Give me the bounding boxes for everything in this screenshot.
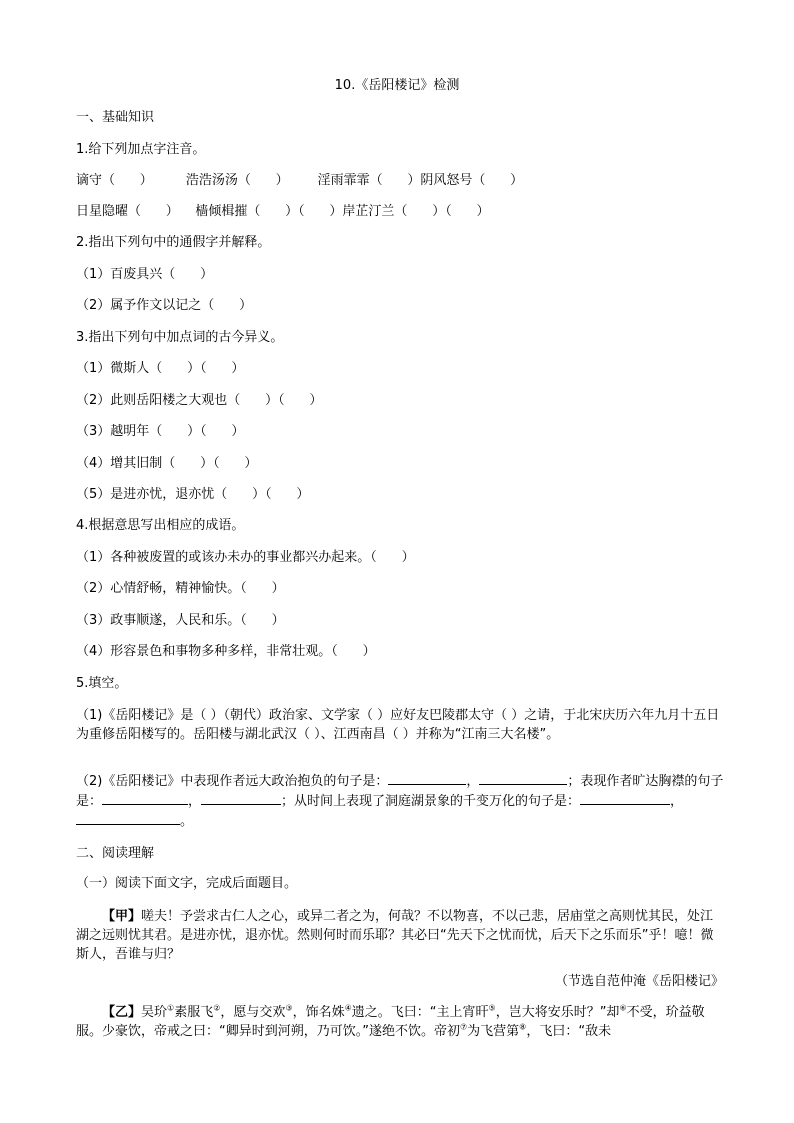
q5-part-2-text-f: ， xyxy=(670,794,684,809)
page-title: 10.《岳阳楼记》检测 xyxy=(334,78,460,93)
q1-row-1: 谪守（ ） 浩浩汤汤（ ） 淫雨霏霏（ ）阴风怒号（ ） xyxy=(76,173,524,188)
passage-source: （节选自范仲淹《岳阳楼记》 xyxy=(554,974,724,989)
passage-text: ，岂大将安乐时？”却 xyxy=(495,1005,620,1020)
passage-text: 遗之。飞曰：“主上宵旰 xyxy=(351,1005,489,1020)
passage-label-yi: 【乙】 xyxy=(102,1005,142,1020)
answer-blank[interactable] xyxy=(580,791,670,805)
q5-part-2-text-c: ；表现作者旷达胸襟的句子是： xyxy=(76,774,724,809)
reading-passage-jia xyxy=(76,907,724,964)
passage-text: 素服飞 xyxy=(174,1005,214,1020)
q5-part-2-text-d: ， xyxy=(188,794,202,809)
q1-row-2: 日星隐曜（ ） 樯倾楫摧（ ）（ ）岸芷汀兰（ ）（ ） xyxy=(76,204,490,219)
q5-part-1: （1)《岳阳楼记》是（ ）（朝代）政治家、文学家（ ）应好友巴陵郡太守（ ）之请，于北宋庆历六年九月十五日为重修岳阳楼写的。岳阳楼与湖北武汉（ ）、江西南昌（ ）并称为“江南三大名楼”。 xyxy=(76,708,720,742)
section-heading-reading: 二、阅读理解 xyxy=(76,846,155,861)
q2-item: （2）属予作文以记之（ ） xyxy=(76,298,253,313)
footnote-marker: ① xyxy=(167,1003,175,1013)
q4-item: （1）各种被废置的或该办未办的事业都兴办起来。（ ） xyxy=(76,550,415,565)
q4-item: （4）形容景色和事物多种多样，非常壮观。（ ） xyxy=(76,644,376,659)
q5-heading: 5.填空。 xyxy=(76,676,128,691)
footnote-marker: ③ xyxy=(285,1003,293,1013)
q5-part-2-text-a: （2)《岳阳楼记》中表现作者远大政治抱负的句子是： xyxy=(76,774,389,789)
answer-blank[interactable] xyxy=(76,811,180,825)
passage-text: 吴玠 xyxy=(141,1005,168,1020)
q2-heading: 2.指出下列句中的通假字并解释。 xyxy=(76,235,271,250)
q5-part-2-text-g: 。 xyxy=(180,814,194,829)
footnote-marker: ⑥ xyxy=(619,1003,627,1013)
passage-text: ，愿与交欢 xyxy=(220,1005,286,1020)
q4-item: （3）政事顺遂，人民和乐。（ ） xyxy=(76,613,285,628)
footnote-marker: ② xyxy=(213,1003,221,1013)
q3-item: （5）是进亦忧，退亦忧（ ）（ ） xyxy=(76,487,310,502)
answer-blank[interactable] xyxy=(201,791,281,805)
answer-blank[interactable] xyxy=(102,791,188,805)
passage-label-jia: 【甲】 xyxy=(102,909,142,924)
passage-text: 不受，玠益敬服。少豪饮，帝戒之曰：“卿异时到河朔，乃可饮。”遂绝不饮。帝初 xyxy=(76,1005,705,1039)
q4-item: （2）心情舒畅，精神愉快。（ ） xyxy=(76,581,285,596)
footnote-marker: ④ xyxy=(344,1003,352,1013)
passage-text: 为飞营第 xyxy=(467,1024,520,1039)
q3-item: （1）微斯人（ ）（ ） xyxy=(76,361,245,376)
q4-heading: 4.根据意思写出相应的成语。 xyxy=(76,518,245,533)
q5-part-2-text-e: ；从时间上表现了洞庭湖景象的千变万化的句子是： xyxy=(281,794,581,809)
q1-heading: 1.给下列加点字注音。 xyxy=(76,142,206,157)
q2-item: （1）百废具兴（ ） xyxy=(76,267,214,282)
passage-text: ，飞曰：“敌未 xyxy=(526,1024,612,1039)
reading-passage-yi xyxy=(76,1003,724,1041)
q5-part-2 xyxy=(76,771,724,831)
q3-item: （2）此则岳阳楼之大观也（ ）（ ） xyxy=(76,393,323,408)
q3-item: （4）增其旧制（ ）（ ） xyxy=(76,456,258,471)
q3-item: （3）越明年（ ）（ ） xyxy=(76,424,245,439)
q5-part-2-text-b: ， xyxy=(466,774,480,789)
q3-heading: 3.指出下列句中加点词的古今异义。 xyxy=(76,330,284,345)
passage-text: ，饰名姝 xyxy=(292,1005,345,1020)
footnote-marker: ⑦ xyxy=(459,1022,468,1032)
reading-intro: （一）阅读下面文字，完成后面题目。 xyxy=(76,876,298,891)
passage-text-jia: 嗟夫！予尝求古仁人之心，或异二者之为，何哉？不以物喜，不以己悲，居庙堂之高则忧其民，处江湖之远则忧其君。是进亦忧，退亦忧。然则何时而乐耶？其必曰“先天下之忧而忧，后天下之乐而乐”乎！噫！微斯人，吾谁与归？ xyxy=(76,909,714,962)
footnote-marker: ⑧ xyxy=(519,1022,527,1032)
footnote-marker: ⑤ xyxy=(488,1003,496,1013)
section-heading-basic: 一、基础知识 xyxy=(76,110,155,125)
answer-blank[interactable] xyxy=(479,771,567,785)
answer-blank[interactable] xyxy=(388,771,466,785)
